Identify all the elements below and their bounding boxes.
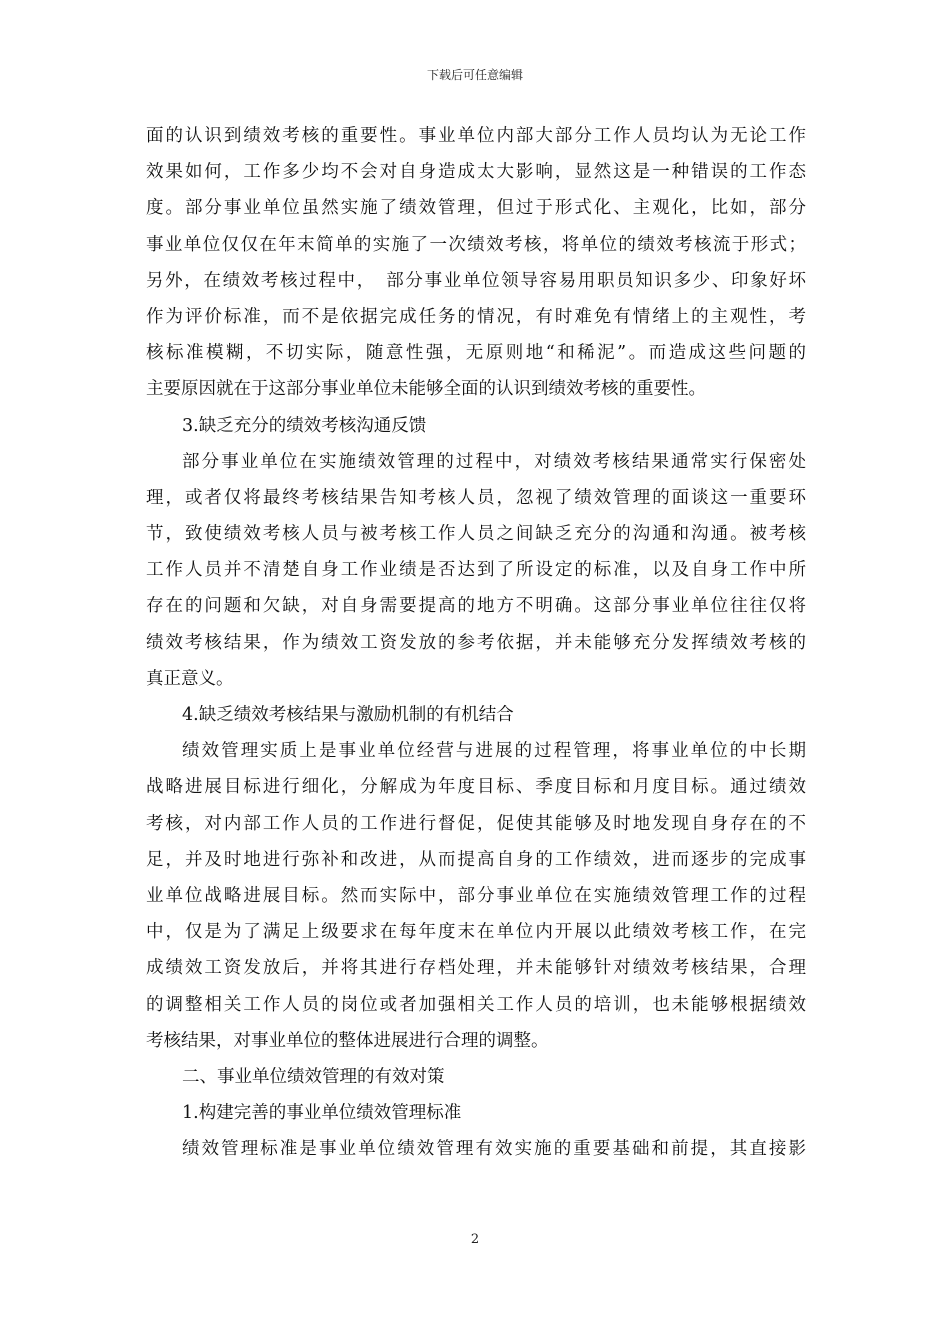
text-line: 另外，在绩效考核过程中， 部分事业单位领导容易用职员知识多少、印象好坏 — [146, 270, 806, 291]
text-line: 考核结果，对事业单位的整体进展进行合理的调整。 — [146, 1030, 549, 1051]
text-line: 的调整相关工作人员的岗位或者加强相关工作人员的培训，也未能够根据绩效 — [146, 994, 806, 1015]
text-line: 事业单位仅仅在年末简单的实施了一次绩效考核，将单位的绩效考核流于形式； — [146, 234, 806, 255]
page-number: 2 — [470, 1232, 480, 1247]
text-line: 度。部分事业单位虽然实施了绩效管理，但过于形式化、主观化，比如，部分 — [146, 198, 806, 219]
text-line: 战略进展目标进行细化，分解成为年度目标、季度目标和月度目标。通过绩效 — [146, 777, 806, 798]
text-line: 业单位战略进展目标。然而实际中，部分事业单位在实施绩效管理工作的过程 — [146, 885, 806, 906]
text-line: 绩效考核结果，作为绩效工资发放的参考依据，并未能够充分发挥绩效考核的 — [146, 632, 806, 653]
text-line: 节，致使绩效考核人员与被考核工作人员之间缺乏充分的沟通和沟通。被考核 — [146, 524, 806, 545]
text-line: 效果如何，工作多少均不会对自身造成太大影响，显然这是一种错误的工作态 — [146, 162, 806, 183]
text-line: 存在的问题和欠缺，对自身需要提高的地方不明确。这部分事业单位往往仅将 — [146, 596, 806, 617]
text-line: 核标准模糊，不切实际，随意性强，无原则地“和稀泥”。而造成这些问题的 — [146, 343, 806, 364]
text-line: 作为评价标准，而不是依据完成任务的情况，有时难免有情绪上的主观性，考 — [146, 306, 806, 327]
document-body — [146, 118, 806, 1167]
text-line: 工作人员并不清楚自身工作业绩是否达到了所设定的标准，以及自身工作中所 — [146, 560, 806, 581]
text-line: 面的认识到绩效考核的重要性。事业单位内部大部分工作人员均认为无论工作 — [146, 126, 806, 146]
text-line: 绩效管理实质上是事业单位经营与进展的过程管理，将事业单位的中长期 — [182, 741, 806, 762]
text-line: 绩效管理标准是事业单位绩效管理有效实施的重要基础和前提，其直接影 — [182, 1139, 806, 1160]
page-header: 下载后可任意编辑 — [426, 68, 523, 82]
text-line: 成绩效工资发放后，并将其进行存档处理，并未能够针对绩效考核结果，合理 — [146, 958, 806, 979]
text-line: 3.缺乏充分的绩效考核沟通反馈 — [182, 415, 427, 436]
text-line: 考核，对内部工作人员的工作进行督促，促使其能够及时地发现自身存在的不 — [146, 813, 806, 834]
text-line: 足，并及时地进行弥补和改进，从而提高自身的工作绩效，进而逐步的完成事 — [146, 849, 806, 870]
text-line: 中，仅是为了满足上级要求在每年度末在单位内开展以此绩效考核工作，在完 — [146, 922, 806, 943]
text-line: 部分事业单位在实施绩效管理的过程中，对绩效考核结果通常实行保密处 — [182, 451, 806, 472]
text-line: 理，或者仅将最终考核结果告知考核人员，忽视了绩效管理的面谈这一重要环 — [146, 487, 806, 508]
text-line: 1.构建完善的事业单位绩效管理标准 — [182, 1103, 462, 1124]
text-line: 真正意义。 — [146, 668, 234, 689]
text-line: 二、事业单位绩效管理的有效对策 — [182, 1066, 445, 1087]
text-line: 4.缺乏绩效考核结果与激励机制的有机结合 — [182, 705, 514, 725]
text-line: 主要原因就在于这部分事业单位未能够全面的认识到绩效考核的重要性。 — [146, 379, 706, 400]
